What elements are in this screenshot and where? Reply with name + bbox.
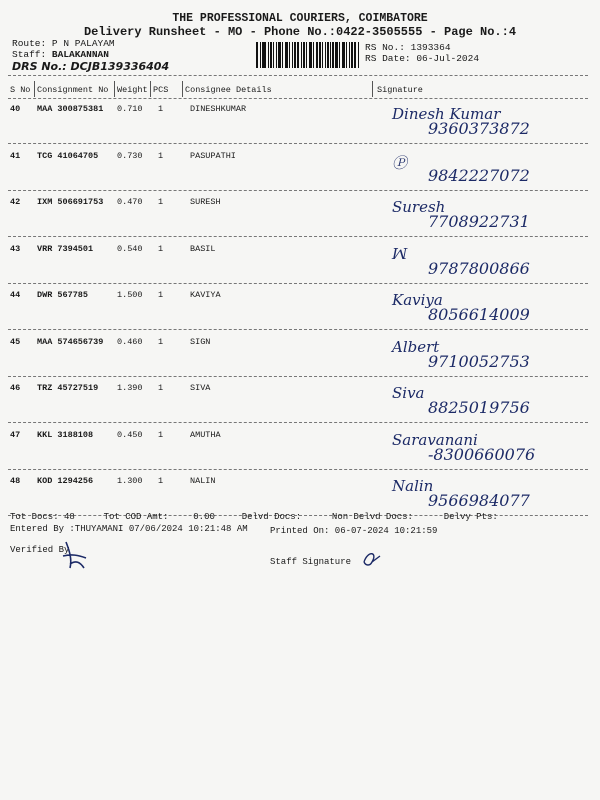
route-line: [12, 38, 115, 49]
barcode-bar: [306, 42, 307, 68]
row-signature-phone: 9710052753: [428, 351, 530, 371]
non-delvd-docs-label: Non Delvd Docs:: [331, 512, 413, 522]
row-weight: 0.540: [117, 243, 143, 254]
barcode-bar: [354, 42, 356, 68]
row-sno: 45: [10, 336, 21, 347]
row-divider: [8, 469, 588, 470]
row-weight: 0.460: [117, 336, 143, 347]
company-title: THE PROFESSIONAL COURIERS, COIMBATORE: [172, 12, 428, 25]
column-header-weight: Weight: [117, 85, 148, 95]
row-divider: [8, 329, 588, 330]
rs-date-value: 06-Jul-2024: [416, 53, 480, 64]
barcode-bar: [297, 42, 300, 68]
row-consignee: DINESHKUMAR: [190, 104, 247, 114]
table-row: [0, 471, 600, 517]
row-weight: 0.470: [117, 197, 143, 207]
row-signature-name: Saravanani: [392, 430, 478, 449]
barcode-bar: [273, 42, 275, 68]
table-row: [0, 192, 600, 238]
row-sno: 46: [10, 383, 21, 393]
row-pcs: 1: [158, 429, 164, 440]
barcode-bar: [260, 42, 261, 68]
barcode-bar: [276, 42, 277, 68]
tot-cod-label: Tot COD Amt:: [103, 512, 169, 522]
row-signature-name: Ⓟ: [392, 153, 408, 172]
table-row: [0, 99, 600, 145]
barcode-bar: [332, 42, 334, 68]
row-divider: [8, 422, 588, 423]
rs-no-line: [365, 42, 451, 53]
row-pcs: 1: [158, 243, 164, 254]
tot-cod-value: 0.00: [193, 512, 215, 522]
row-sno: 40: [10, 104, 21, 114]
barcode-bar: [285, 42, 286, 68]
column-separator: [34, 81, 35, 97]
row-sno: 48: [10, 476, 21, 486]
barcode-bar: [294, 42, 296, 68]
delvy-pts-label: Delvy Pts:: [443, 512, 498, 522]
row-weight: 1.300: [117, 476, 143, 486]
barcode-bar: [270, 42, 272, 68]
barcode-bar: [263, 42, 266, 68]
row-signature-phone: 8825019756: [428, 398, 530, 417]
row-consignment-no: MAA 300875381: [37, 104, 104, 114]
row-pcs: 1: [158, 150, 164, 161]
row-sno: 43: [10, 243, 21, 254]
row-consignment-no: KOD 1294256: [37, 476, 94, 486]
row-divider: [8, 376, 588, 377]
row-consignment-no: TCG 41064705: [37, 150, 99, 161]
row-divider: [8, 143, 588, 144]
row-consignment-no: IXM 506691753: [37, 197, 104, 207]
row-signature-name: Dinesh Kumar: [392, 105, 501, 123]
column-header-signature: Signature: [377, 85, 423, 95]
barcode-bar: [325, 42, 326, 68]
row-pcs: 1: [158, 104, 164, 114]
barcode-bar: [330, 42, 331, 68]
row-weight: 1.500: [117, 290, 143, 300]
column-separator: [114, 81, 115, 97]
staff-label: Staff:: [12, 49, 47, 60]
barcode-bar: [313, 42, 314, 68]
row-signature-name: Suresh: [392, 198, 446, 216]
rs-date-label: RS Date:: [365, 53, 411, 64]
staff-value: BALAKANNAN: [51, 49, 109, 60]
barcode-bar: [289, 42, 290, 68]
column-header-pcs: PCS: [153, 85, 169, 95]
staff-line: [12, 49, 109, 60]
row-sno: 41: [10, 150, 21, 161]
rs-no-label: RS No.:: [365, 42, 405, 53]
row-consignment-no: DWR 567785: [37, 290, 89, 300]
delvd-docs-label: Delvd Docs:: [241, 512, 302, 522]
runsheet-title: Delivery Runsheet - MO - Phone No.:0422-3505555 - Page No.:4: [83, 25, 517, 39]
tot-docs-label: Tot Docs:: [10, 512, 59, 522]
row-pcs: 1: [158, 336, 164, 347]
row-signature-phone: 9566984077: [428, 491, 530, 510]
row-weight: 0.730: [117, 150, 143, 161]
drs-value: DCJB139336404: [70, 60, 170, 73]
barcode-bar: [335, 42, 338, 68]
rs-no-value: 1393364: [410, 42, 451, 53]
column-header-sno: S No: [10, 85, 31, 95]
row-consignee: SIVA: [190, 383, 211, 393]
row-consignment-no: TRZ 45727519: [37, 383, 99, 393]
row-signature-phone: 8056614009: [428, 305, 530, 324]
barcode-bar: [322, 42, 323, 68]
row-pcs: 1: [158, 383, 164, 393]
barcode-bar: [256, 42, 258, 68]
row-consignee: BASIL: [190, 243, 216, 254]
route-value: P N PALAYAM: [51, 38, 115, 49]
barcode-bar: [292, 42, 293, 68]
table-row: [0, 239, 600, 285]
row-pcs: 1: [158, 476, 164, 486]
barcode-bar: [349, 42, 350, 68]
verified-by-label: Verified By: [10, 545, 70, 555]
barcode-bar: [262, 42, 263, 68]
row-consignee: PASUPATHI: [190, 150, 236, 161]
route-label: Route:: [12, 38, 47, 49]
row-divider: [8, 190, 588, 191]
row-signature-phone: -8300660076: [428, 444, 536, 464]
row-pcs: 1: [158, 290, 164, 300]
column-separator: [372, 81, 373, 97]
row-sno: 47: [10, 429, 21, 440]
row-weight: 0.450: [117, 429, 143, 440]
row-signature-name: Kaviya: [392, 291, 443, 309]
verified-signature-icon: [60, 538, 90, 572]
row-signature-phone: 9360373872: [428, 119, 530, 138]
row-consignee: KAVIYA: [190, 290, 221, 300]
row-consignee: SIGN: [190, 336, 211, 347]
barcode-bar: [303, 42, 305, 68]
row-weight: 0.710: [117, 104, 143, 114]
table-row: [0, 378, 600, 424]
row-consignment-no: VRR 7394501: [37, 243, 94, 254]
staff-signature-label: Staff Signature: [270, 557, 352, 567]
row-consignment-no: KKL 3188108: [37, 429, 94, 440]
row-sno: 42: [10, 197, 21, 207]
barcode-bar: [342, 42, 343, 68]
staff-signature-mark-icon: [360, 548, 382, 568]
drs-line: [12, 60, 169, 73]
barcode-bar: [282, 42, 283, 68]
barcode-bar: [286, 42, 288, 68]
column-header-consignee: Consignee Details: [185, 85, 272, 95]
printed-on: Printed On: 06-07-2024 10:21:59: [270, 526, 438, 536]
row-divider: [8, 283, 588, 284]
row-signature-name: Nalin: [392, 477, 434, 495]
barcode-bar: [301, 42, 302, 68]
entered-by: Entered By :THUYAMANI 07/06/2024 10:21:48 AM: [10, 524, 248, 534]
row-signature-phone: 9787800866: [428, 258, 530, 278]
column-separator: [150, 81, 151, 97]
row-signature-name: Siva: [392, 384, 425, 402]
tot-docs-value: 48: [64, 512, 75, 522]
totals-line: [10, 512, 590, 522]
drs-label: DRS No.:: [12, 60, 67, 73]
table-row: [0, 425, 600, 471]
column-header-consignment: Consignment No: [37, 85, 109, 95]
row-signature-phone: 9842227072: [428, 165, 530, 185]
row-pcs: 1: [158, 197, 164, 207]
divider: [8, 75, 588, 76]
table-row: [0, 285, 600, 331]
row-consignment-no: MAA 574656739: [37, 336, 104, 347]
barcode-bar: [343, 42, 345, 68]
barcode-bar: [358, 42, 359, 68]
barcode-bar: [319, 42, 321, 68]
column-separator: [182, 81, 183, 97]
row-sno: 44: [10, 290, 21, 300]
row-consignee: SURESH: [190, 197, 221, 207]
barcode-bar: [351, 42, 354, 68]
barcode-bar: [309, 42, 310, 68]
barcode-bar: [346, 42, 347, 68]
row-signature-name: ꟽ: [392, 244, 408, 263]
row-divider: [8, 236, 588, 237]
row-consignee: AMUTHA: [190, 429, 221, 440]
row-consignee: NALIN: [190, 476, 216, 486]
row-signature-phone: 7708922731: [428, 212, 530, 231]
table-row: [0, 332, 600, 378]
barcode-bar: [339, 42, 340, 68]
row-weight: 1.390: [117, 383, 143, 393]
barcode-bar: [268, 42, 269, 68]
row-signature-name: Albert: [392, 337, 440, 356]
barcode-bar: [327, 42, 329, 68]
rs-date-line: [365, 53, 479, 64]
barcode-bar: [310, 42, 312, 68]
barcode-bar: [278, 42, 281, 68]
table-row: [0, 146, 600, 192]
barcode-bar: [316, 42, 319, 68]
barcode: [256, 42, 360, 68]
